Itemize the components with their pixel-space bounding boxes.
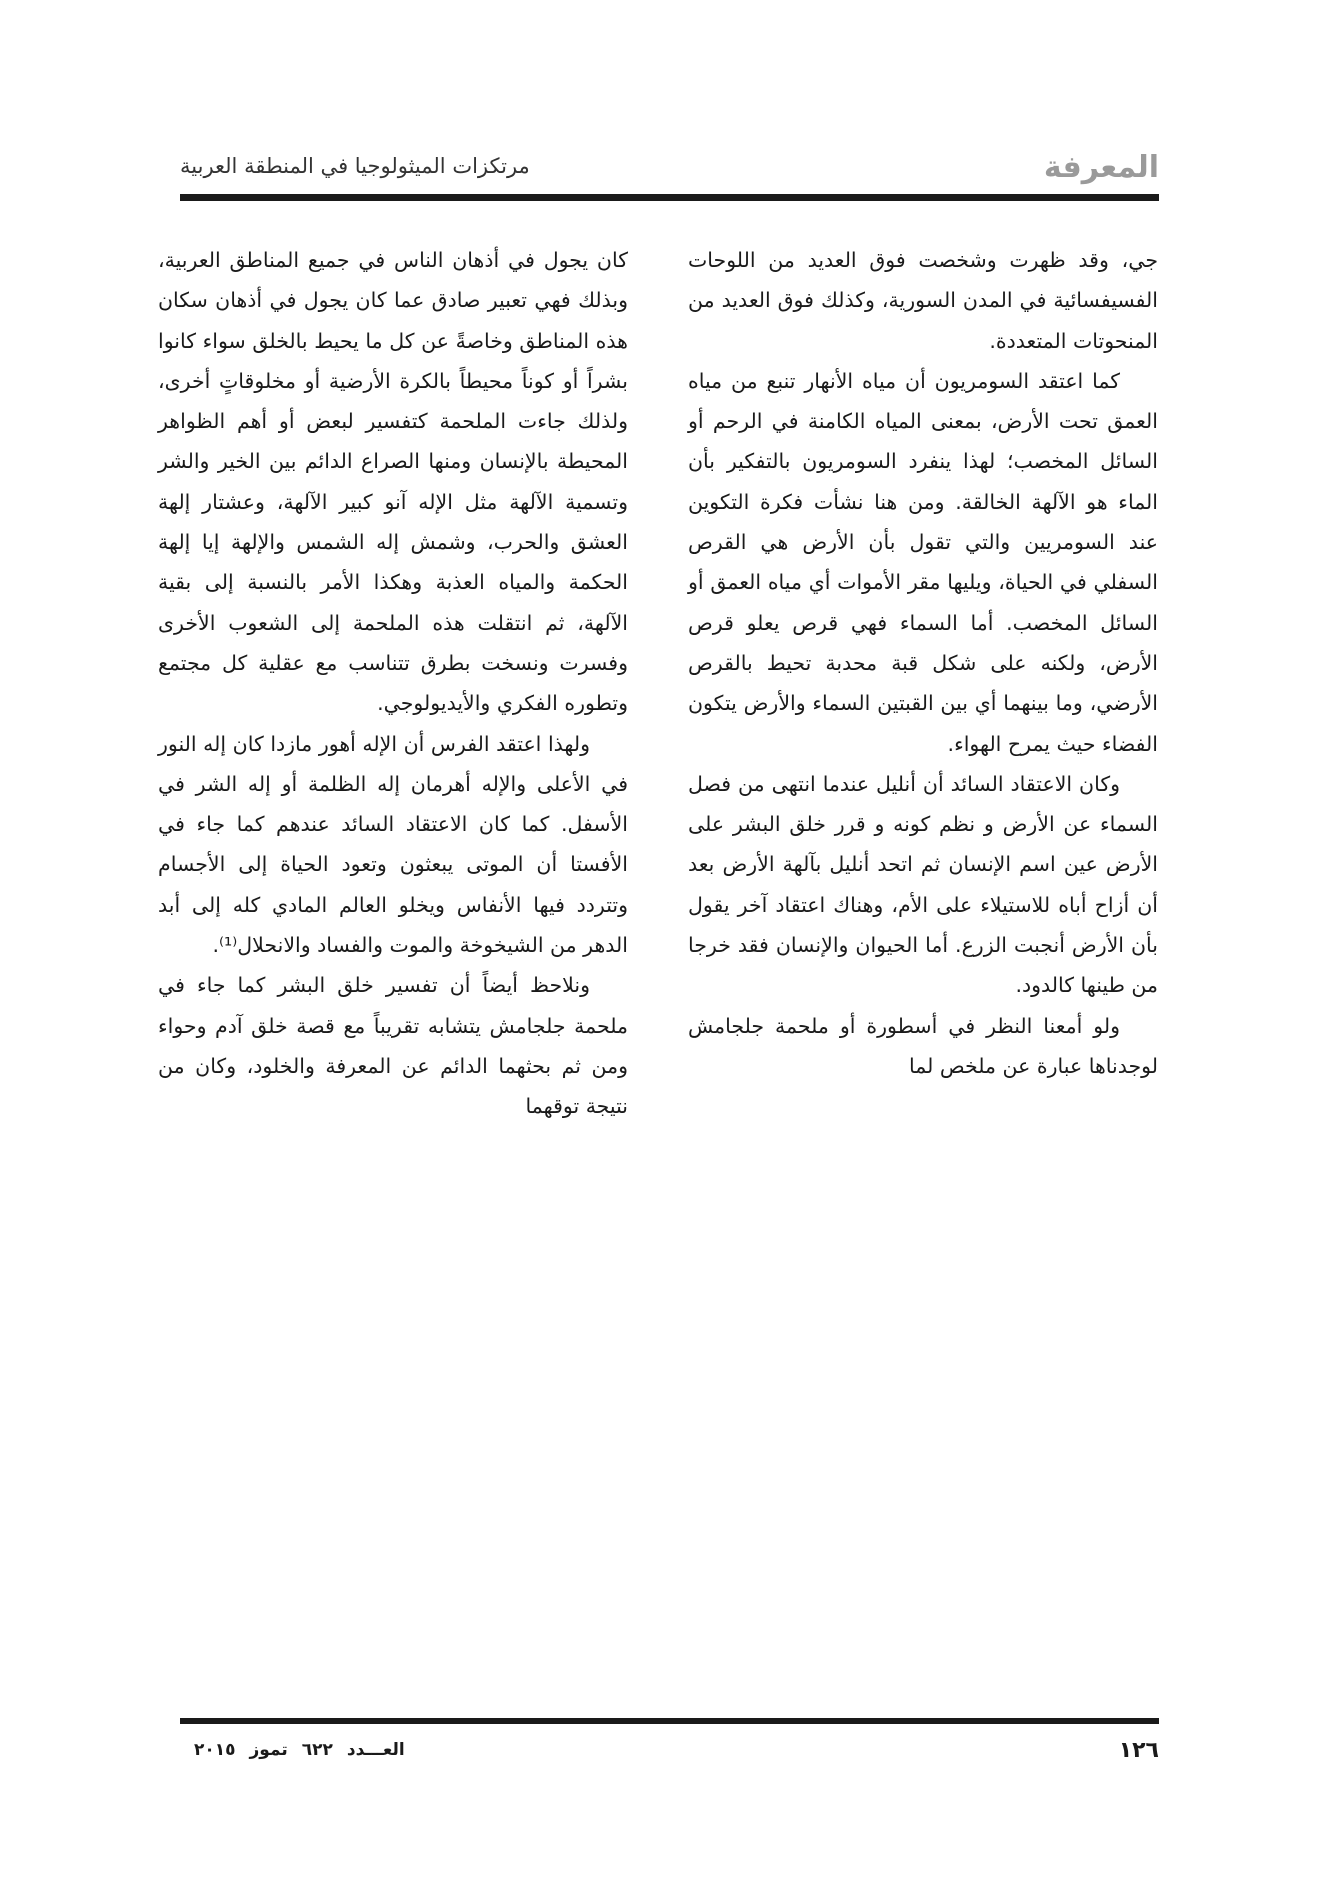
paragraph: كما اعتقد السومريون أن مياه الأنهار تنبع من مياه العمق تحت الأرض، بمعنى المياه الكامنة في الرحم أو السائل المخصب؛ لهذا ينفرد السومريون بالتفكير بأن الماء هو الآلهة الخالقة. ومن هنا نشأت فكرة التكوين عند السومريين والتي تقول بأن الأرض هي القرص السفلي في الحياة، ويليها مقر الأموات أي مياه العمق أو السائل المخصب. أما السماء فهي قرص يعلو قرص الأرض، ولكنه على شكل قبة محدبة تحيط بالقرص الأرضي، وما بينهما أي بين القبتين السماء والأرض يتكون الفضاء حيث يمرح الهواء. — [688, 368, 1158, 756]
paragraph: ولو أمعنا النظر في أسطورة أو ملحمة جلجامش لوجدناها عبارة عن ملخص لما — [688, 1013, 1158, 1078]
running-title: مرتكزات الميثولوجيا في المنطقة العربية — [180, 154, 530, 178]
footer-rule — [180, 1718, 1159, 1724]
issue-label: العـــدد — [346, 1740, 405, 1760]
paragraph: ونلاحظ أيضاً أن تفسير خلق البشر كما جاء في ملحمة جلجامش يتشابه تقريباً مع قصة خلق آدم وحواء ومن ثم بحثهما الدائم عن المعرفة والخلود، وكان من نتيجة توقهما — [158, 973, 628, 1119]
paragraph: ولهذا اعتقد الفرس أن الإله أهور مازدا كان إله النور في الأعلى والإله أهرمان إله الظلمة أو إله الشر في الأسفل. كما كان الاعتقاد السائد عندهم كما جاء في الأفستا أن الموتى يبعثون وتعود الحياة إلى الأجسام وتتردد فيها الأنفاس ويخلو العالم المادي كله إلى أبد الدهر من الشيخوخة والموت والفساد والانحلال⁽¹⁾. — [158, 731, 628, 958]
paragraph: جي، وقد ظهرت وشخصت فوق العديد من اللوحات الفسيفسائية في المدن السورية، وكذلك فوق العديد من المنحوتات المتعددة. — [688, 248, 1158, 353]
header-rule — [180, 194, 1159, 201]
page-header — [180, 150, 1159, 192]
magazine-logo: المعرفة — [1043, 150, 1159, 185]
page-number: ١٢٦ — [1118, 1738, 1159, 1763]
issue-month: تموز — [249, 1740, 288, 1760]
left-column — [158, 240, 628, 1127]
paragraph: وكان الاعتقاد السائد أن أنليل عندما انتهى من فصل السماء عن الأرض و نظم كونه و قرر خلق البشر على الأرض عين اسم الإنسان ثم اتحد أنليل بآلهة الأرض بعد أن أزاح أباه للاستيلاء على الأم، وهناك اعتقاد آخر يقول بأن الأرض أنجبت الزرع. أما الحيوان والإنسان فقد خرجا من طينها كالدود. — [688, 771, 1158, 998]
right-column — [688, 240, 1158, 1086]
issue-number: ٦٢٢ — [301, 1740, 333, 1760]
issue-year: ٢٠١٥ — [194, 1740, 236, 1760]
issue-info — [180, 1740, 405, 1760]
paragraph: كان يجول في أذهان الناس في جميع المناطق العربية، وبذلك فهي تعبير صادق عما كان يجول في أذهان سكان هذه المناطق وخاصةً عن كل ما يحيط بالخلق سواء كانوا بشراً أو كوناً محيطاً بالكرة الأرضية أو مخلوقاتٍ أخرى، ولذلك جاءت الملحمة كتفسير لبعض أو أهم الظواهر المحيطة بالإنسان ومنها الصراع الدائم بين الخير والشر وتسمية الآلهة مثل الإله آنو كبير الآلهة، وعشتار إلهة العشق والحرب، وشمش إله الشمس والإلهة إيا إلهة الحكمة والمياه العذبة وهكذا الأمر بالنسبة إلى بقية الآلهة، ثم انتقلت هذه الملحمة إلى الشعوب الأخرى وفسرت ونسخت بطرق تتناسب مع عقلية كل مجتمع وتطوره الفكري والأيديولوجي. — [158, 248, 628, 716]
page-footer — [180, 1738, 1159, 1774]
